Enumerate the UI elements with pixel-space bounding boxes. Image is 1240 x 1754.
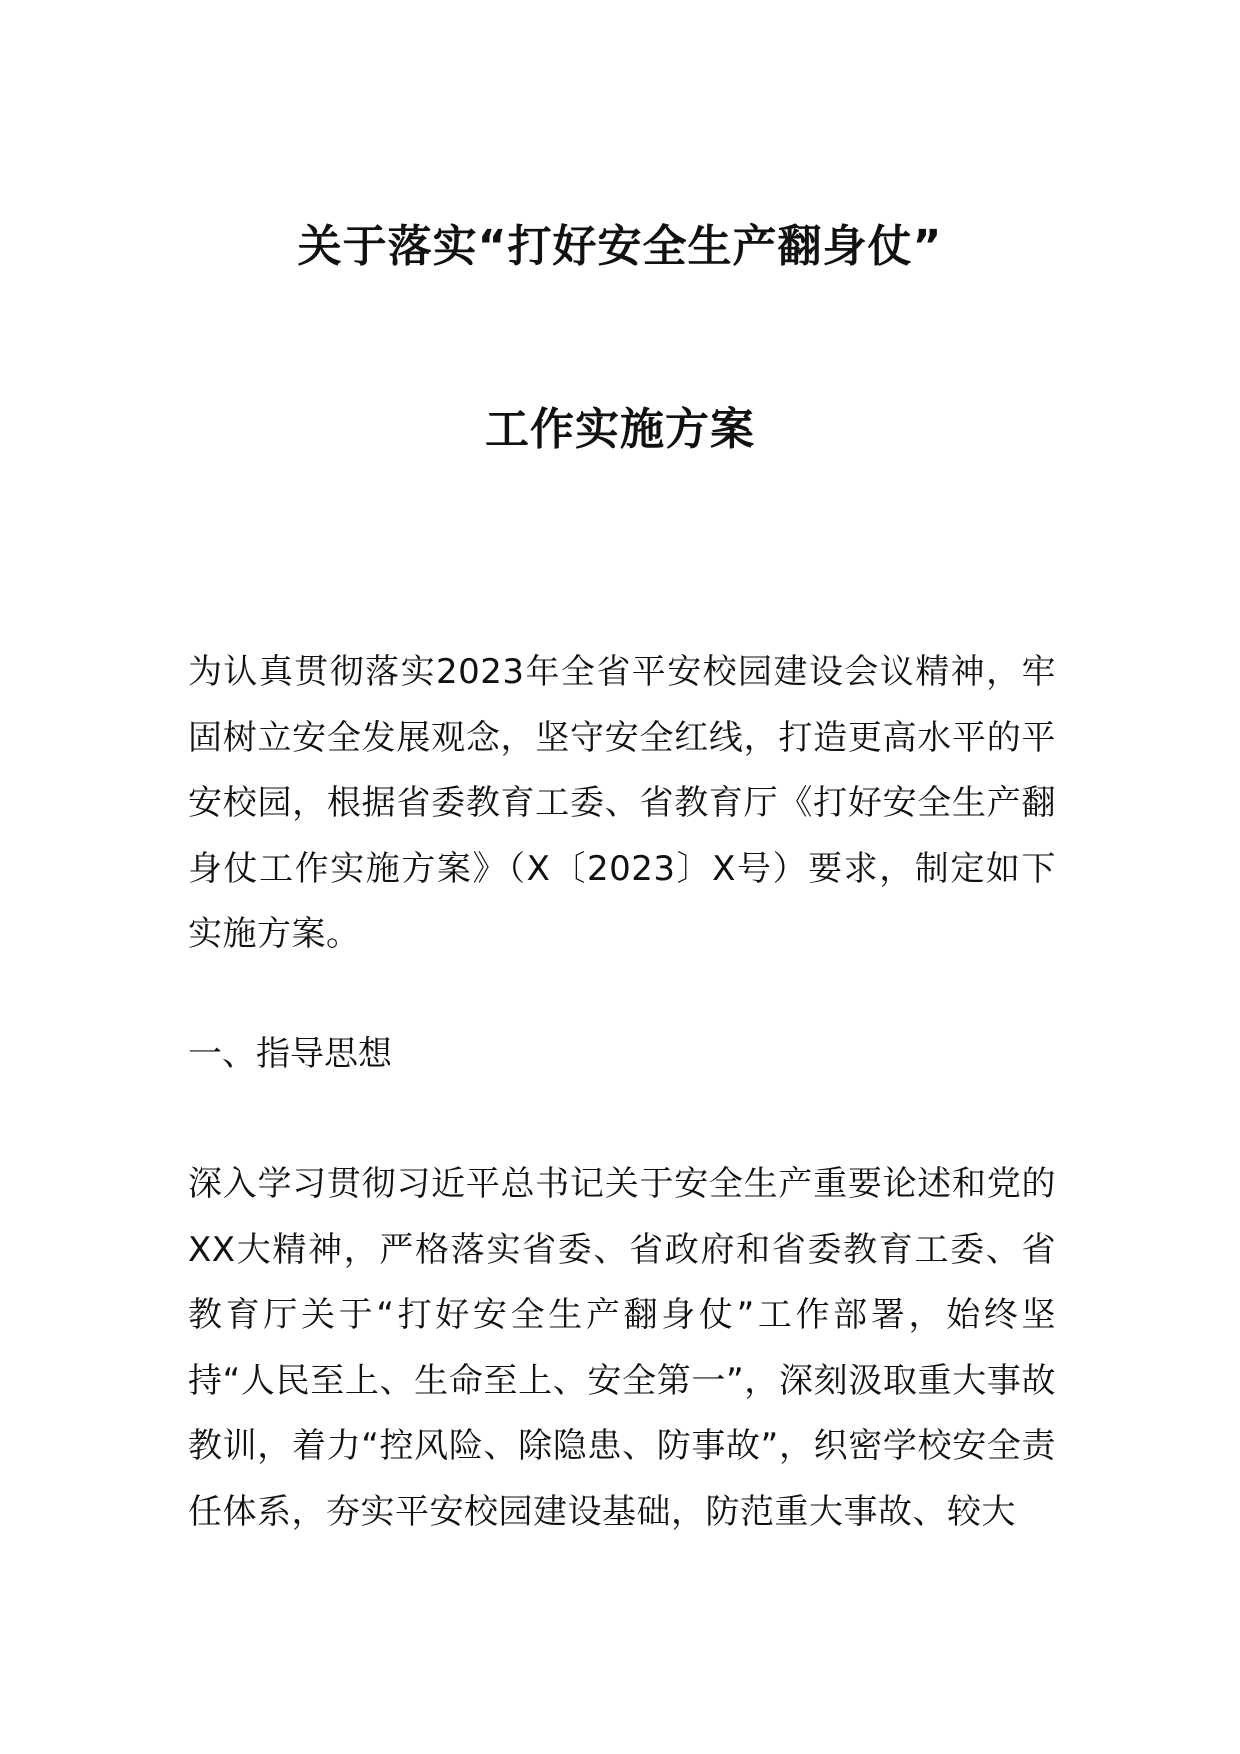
document-title-line-2: 工作实施方案 bbox=[485, 404, 755, 455]
intro-paragraph: 为认真贯彻落实2023年全省平安校园建设会议精神，牢固树立安全发展观念，坚守安全红线，打造更高水平的平安校园，根据省委教育工委、省教育厅《打好安全生产翻身仗工作实施方案》（X〔2023〕X号）要求，制定如下实施方案。 bbox=[188, 652, 1056, 954]
document-title-line-1: 关于落实“打好安全生产翻身仗” bbox=[297, 221, 943, 272]
section-paragraph-guiding-ideology: 深入学习贯彻习近平总书记关于安全生产重要论述和党的XX大精神，严格落实省委、省政府和省委教育工委、省教育厅关于“打好安全生产翻身仗”工作部署，始终坚持“人民至上、生命至上、安全第一”，深刻汲取重大事故教训，着力“控风险、除隐患、防事故”，织密学校安全责任体系，夯实平安校园建设基础，防范重大事故、较大 bbox=[188, 1164, 1056, 1532]
section-heading-guiding-ideology: 一、指导思想 bbox=[188, 1034, 392, 1074]
